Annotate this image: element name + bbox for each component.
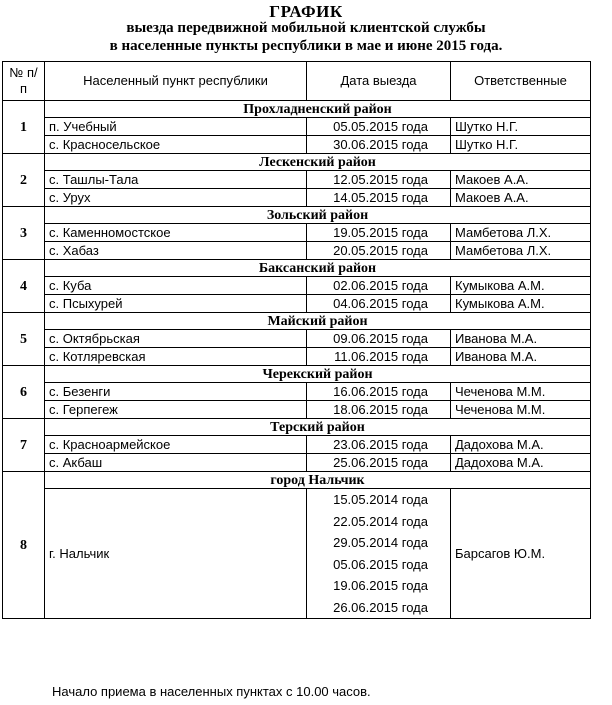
visit-date: 16.06.2015 года [307, 383, 451, 401]
settlement-name: п. Учебный [45, 118, 307, 136]
settlement-name: с. Красносельское [45, 136, 307, 154]
table-row [3, 348, 591, 366]
responsible-person: Мамбетова Л.Х. [451, 224, 591, 242]
settlement-name: с. Урух [45, 189, 307, 207]
table-row [3, 136, 591, 154]
region-name: Лескенский район [45, 154, 591, 171]
visit-date: 09.06.2015 года [307, 330, 451, 348]
region-header-row [3, 472, 591, 489]
visit-date: 11.06.2015 года [307, 348, 451, 366]
visit-date: 18.06.2015 года [307, 401, 451, 419]
responsible-person: Шутко Н.Г. [451, 136, 591, 154]
visit-date: 15.05.2014 года [333, 492, 428, 507]
header-date: Дата выезда [307, 62, 451, 101]
region-name: Черекский район [45, 366, 591, 383]
region-header-row [3, 207, 591, 224]
region-name: Терский район [45, 419, 591, 436]
header-num: № п/п [3, 62, 45, 101]
row-number: 7 [3, 419, 45, 472]
responsible-person: Кумыкова А.М. [451, 295, 591, 313]
region-name: Баксанский район [45, 260, 591, 277]
visit-date: 19.05.2015 года [307, 224, 451, 242]
region-header-row [3, 419, 591, 436]
region-header-row [3, 313, 591, 330]
responsible-person: Дадохова М.А. [451, 454, 591, 472]
responsible-person: Чеченова М.М. [451, 401, 591, 419]
table-row [3, 330, 591, 348]
responsible-person: Макоев А.А. [451, 171, 591, 189]
settlement-name: с. Красноармейское [45, 436, 307, 454]
footer-note: Начало приема в населенных пунктах с 10.00 часов. [52, 684, 371, 699]
row-number: 5 [3, 313, 45, 366]
visit-date: 22.05.2014 года [333, 513, 428, 529]
table-row [3, 454, 591, 472]
visit-date: 05.06.2015 года [333, 556, 428, 572]
visit-date: 12.05.2015 года [307, 171, 451, 189]
settlement-name: с. Ташлы-Тала [45, 171, 307, 189]
region-header-row [3, 366, 591, 383]
region-header-row [3, 154, 591, 171]
row-number: 3 [3, 207, 45, 260]
visit-dates [307, 489, 451, 619]
responsible-person: Шутко Н.Г. [451, 118, 591, 136]
schedule-table [2, 61, 591, 619]
responsible-person: Макоев А.А. [451, 189, 591, 207]
row-number: 2 [3, 154, 45, 207]
row-number: 1 [3, 101, 45, 154]
settlement-name: с. Куба [45, 277, 307, 295]
visit-date: 05.05.2015 года [307, 118, 451, 136]
table-row [3, 224, 591, 242]
settlement-name: г. Нальчик [45, 489, 307, 619]
row-number: 8 [3, 472, 45, 619]
responsible-person: Иванова М.А. [451, 348, 591, 366]
settlement-name: с. Безенги [45, 383, 307, 401]
document-title: ГРАФИК [269, 2, 343, 21]
visit-date: 25.06.2015 года [307, 454, 451, 472]
settlement-name: с. Акбаш [45, 454, 307, 472]
table-row [3, 118, 591, 136]
settlement-name: с. Хабаз [45, 242, 307, 260]
visit-date: 14.05.2015 года [307, 189, 451, 207]
settlement-name: с. Котляревская [45, 348, 307, 366]
table-row [3, 401, 591, 419]
table-row [3, 171, 591, 189]
header-row [3, 62, 591, 101]
responsible-person: Иванова М.А. [451, 330, 591, 348]
table-row [3, 277, 591, 295]
visit-date: 04.06.2015 года [307, 295, 451, 313]
table-row [3, 295, 591, 313]
region-name: Зольский район [45, 207, 591, 224]
header-responsible: Ответственные [451, 62, 591, 101]
responsible-person: Барсагов Ю.М. [451, 489, 591, 619]
visit-date: 26.06.2015 года [333, 599, 428, 615]
row-number: 6 [3, 366, 45, 419]
region-name: Майский район [45, 313, 591, 330]
responsible-person: Кумыкова А.М. [451, 277, 591, 295]
document-subtitle-line-1: выезда передвижной мобильной клиентской службы [126, 20, 486, 36]
visit-date: 20.05.2015 года [307, 242, 451, 260]
visit-date: 29.05.2014 года [333, 535, 428, 550]
settlement-name: с. Каменномостское [45, 224, 307, 242]
region-name: город Нальчик [45, 472, 591, 489]
region-header-row [3, 260, 591, 277]
visit-date: 02.06.2015 года [307, 277, 451, 295]
document-subtitle-line-2: в населенные пункты республики в мае и июне 2015 года. [109, 38, 503, 54]
table-row [3, 242, 591, 260]
region-header-row [3, 101, 591, 118]
row-number: 4 [3, 260, 45, 313]
table-row [3, 436, 591, 454]
table-row [3, 383, 591, 401]
region-name: Прохладненский район [45, 101, 591, 118]
settlement-name: с. Псыхурей [45, 295, 307, 313]
responsible-person: Чеченова М.М. [451, 383, 591, 401]
responsible-person: Мамбетова Л.Х. [451, 242, 591, 260]
visit-date: 23.06.2015 года [307, 436, 451, 454]
header-place: Населенный пункт республики [45, 62, 307, 101]
visit-date: 30.06.2015 года [307, 136, 451, 154]
table-row [3, 489, 591, 619]
settlement-name: с. Октябрьская [45, 330, 307, 348]
settlement-name: с. Герпегеж [45, 401, 307, 419]
table-row [3, 189, 591, 207]
responsible-person: Дадохова М.А. [451, 436, 591, 454]
visit-date: 19.06.2015 года [333, 578, 428, 593]
